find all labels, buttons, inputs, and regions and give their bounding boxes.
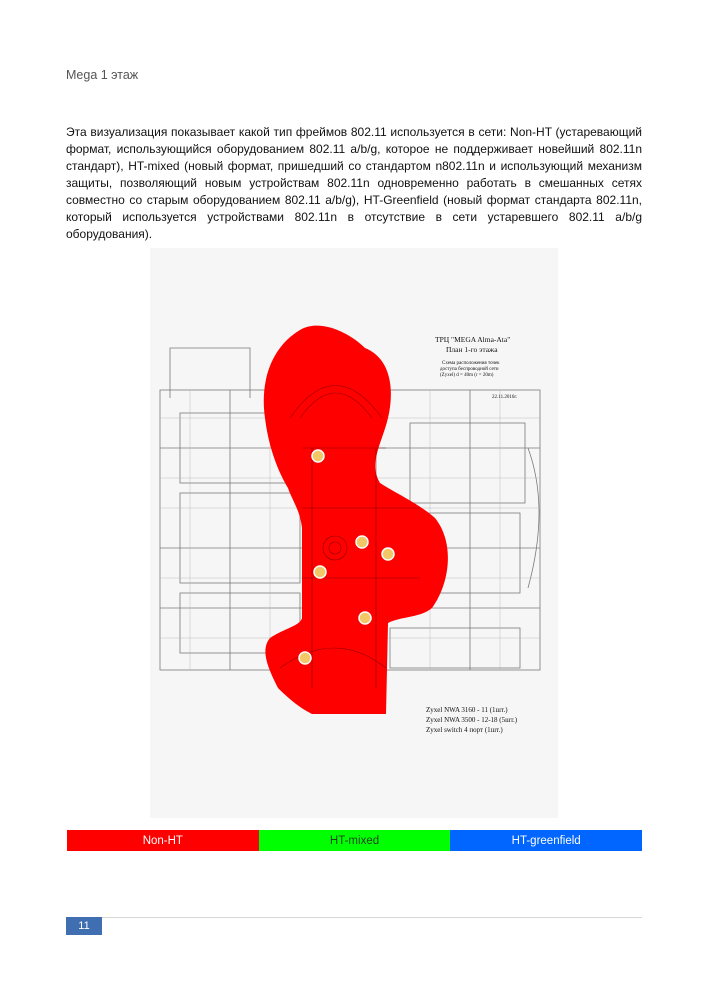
page-heading: Mega 1 этаж <box>66 68 139 82</box>
plan-subtitle-line3: (Zyxel) d = 40m (r = 20m) <box>440 373 494 378</box>
equipment-item: Zyxel switch 4 порт (1шт.) <box>426 726 503 734</box>
plan-date: 22.11.2016г. <box>492 395 518 400</box>
access-point-6 <box>299 652 311 664</box>
legend-ht-mixed: HT-mixed <box>259 830 451 851</box>
description-paragraph: Эта визуализация показывает какой тип фреймов 802.11 используется в сети: Non-HT (устаревающий формат, использующийся оборудованием 802.11 a/b/g, которое не поддерживает новейший 802.11n стандарт), HT-mixed (новый формат, пришедший со стандартом n802.11n и использующий механизм защиты, позволяющий новым устройствам 802.11n одновременно работать в смешанных сетях совместно со старым оборудованием 802.11 a/b/g), HT-Greenfield (новый формат стандарта 802.11n, который используется устройствами 802.11n в отсутствие в сети устаревшего 802.11 a/b/g оборудования). <box>66 125 642 241</box>
legend-ht-greenfield: HT-greenfield <box>450 830 642 851</box>
frame-type-legend <box>67 830 642 851</box>
access-point-4 <box>314 566 326 578</box>
plan-subtitle-line2: доступа беспроводной сети <box>440 367 499 372</box>
page-number: 11 <box>66 917 102 935</box>
access-point-2 <box>356 536 368 548</box>
equipment-item: Zyxel NWA 3500 - 12-18 (5шт.) <box>426 716 518 724</box>
footer-divider <box>66 917 642 918</box>
access-point-3 <box>382 548 394 560</box>
floor-plan-image <box>150 248 558 818</box>
access-point-5 <box>359 612 371 624</box>
plan-title-line2: План 1-го этажа <box>446 345 498 354</box>
plan-title-line1: ТРЦ "MEGA Alma-Ata" <box>435 335 511 344</box>
plan-subtitle-line1: Схема расположения точек <box>442 361 500 366</box>
equipment-item: Zyxel NWA 3160 - 11 (1шт.) <box>426 706 508 714</box>
non-ht-coverage-area <box>264 326 448 714</box>
access-point-1 <box>312 450 324 462</box>
legend-non-ht: Non-HT <box>67 830 259 851</box>
